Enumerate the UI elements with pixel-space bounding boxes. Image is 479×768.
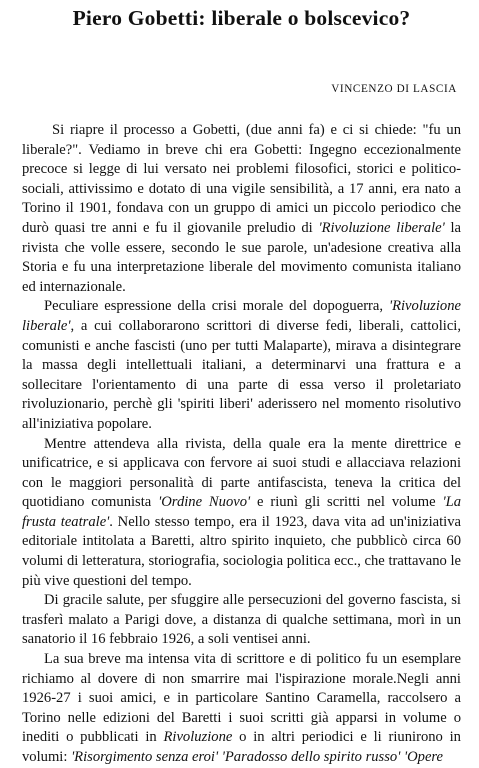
italic-title-run: 'Opere [403,749,444,765]
italic-title-run: Rivoluzione [163,729,233,746]
text-run: Si riapre il processo a Gobetti, (due anni fa) e ci si chiede: "fu un liberale?". Vediamo in breve chi era Gobetti: Ingegno eccezionalmente precoce si legge di lui versato nei problemi filosofici, storici e politico-sociali, attivissimo e dotato di una vigile sensibilità, a 17 anni, era nato a Torino il 1901, fondava con un gruppo di amici un piccolo periodico che durò quasi tre anni e fu il giovanile preludio di [22,122,461,236]
paragraph [22,650,461,768]
italic-title-run: 'La frusta teatrale' [22,494,462,530]
paragraph [22,121,461,297]
text-run: e riunì gli scritti nel volume [250,494,443,511]
paragraph [22,435,461,592]
italic-title-run: 'Ordine Nuovo' [158,494,251,511]
article-title: Piero Gobetti: liberale o bolscevico? [72,6,411,30]
text-run: Mentre attendeva alla rivista, della quale era la mente direttrice e unificatrice, e si applicava con fervore ai suoi studi e allacciava relazioni con le maggiori personalità di parte antifascista, teneva la critica del quotidiano comunista [22,435,461,511]
italic-title-run: 'Paradosso dello spirito russo' [221,749,401,765]
article-author: VINCENZO DI LASCIA [331,83,457,95]
article-page [0,6,479,765]
paragraph [22,297,461,434]
text-run: o in altri periodici e li riunirono in volumi: [22,729,461,765]
text-run: Peculiare espressione della crisi morale del dopoguerra, [44,298,389,315]
paragraph [22,591,461,650]
article-body [22,121,461,768]
text-run: . Nello stesso tempo, era il 1923, dava vita ad un'iniziativa editoriale intitolata a Baretti, altro spirito inquieto, che pubblicò circa 60 volumi di letteratura, storiografia, sociologia politica ecc., che trattavano le più vive questioni del tempo. [22,513,461,589]
italic-title-run: 'Rivoluzione liberale' [318,219,445,236]
text-run: la rivista che volle essere, secondo le sue parole, un'adesione creativa alla Storia e fu una interpretazione liberale del movimento comunista italiano ed internazionale. [22,219,462,295]
italic-title-run: 'Risorgimento senza eroi' [71,749,219,765]
text-run: La sua breve ma intensa vita di scrittore e di politico fu un esemplare richiamo al dovere di non smarrire mai l'ispirazione morale.Negli anni 1926-27 i suoi amici, e in particolare Santino Caramella, raccolsero a Torino nelle edizioni del Baretti i suoi scritti già apparsi in volume o inediti o pubblicati in [22,651,461,746]
text-run: , a cui collaborarono scrittori di diverse fedi, liberali, cattolici, comunisti e anche fascisti (uno per tutti Malaparte), mirava a disintegrare la massa degli intellettuali italiani, a determinarvi una frattura e a sollecitare l'orientamento di una parte di essa verso il proletariato rivoluzionario, perchè gli 'spiriti liberi' aderissero nel momento risolutivo all'iniziativa popolare. [22,317,461,432]
italic-title-run: 'Rivoluzione liberale' [22,298,461,334]
text-run: Di gracile salute, per sfuggire alle persecuzioni del governo fascista, si trasferì malato a Parigi dove, a distanza di qualche settimana, morì in un sanatorio il 16 febbraio 1926, a soli ventisei anni. [22,592,461,648]
